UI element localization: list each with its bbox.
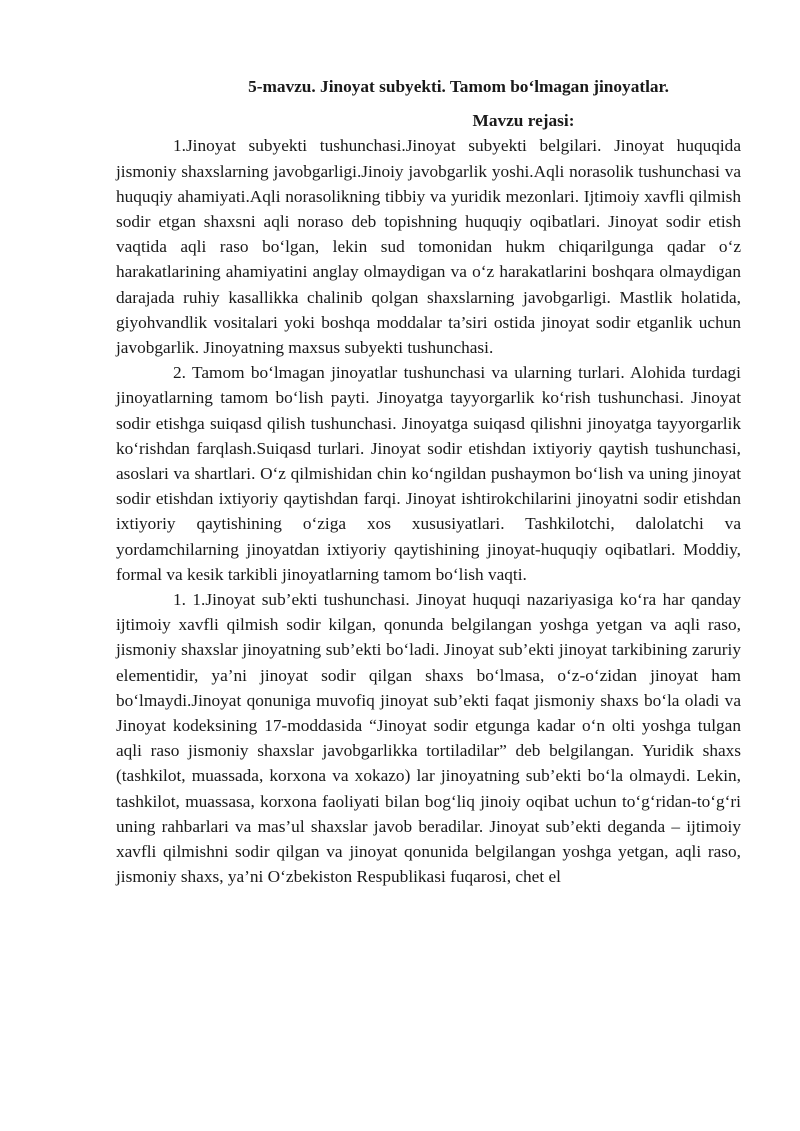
paragraph-body-1: 1. 1.Jinoyat sub’ekti tushunchasi. Jinoyat huquqi nazariyasiga ko‘ra har qanday ijtimoiy xavfli qilmish sodir kilgan, qonunda belgilangan yoshga yetgan va aqli raso, jismoniy shaxslar jinoyatning sub’ekti bo‘ladi. Jinoyat sub’ekti jinoyat tarkibining zaruriy elementidir, ya’ni jinoyat sodir qilgan shaxs bo‘lmasa, o‘z-o‘zidan jinoyat ham bo‘lmaydi.Jinoyat qonuniga muvofiq jinoyat sub’ekti faqat jismoniy shaxs bo‘la oladi va Jinoyat kodeksining 17-moddasida “Jinoyat sodir etgunga kadar o‘n olti yoshga tulgan aqli raso jismoniy shaxslar javobgarlikka tortiladilar” deb belgilangan. Yuridik shaxs (tashkilot, muassada, korxona va xokazo) lar jinoyatning sub’ekti bo‘la olmaydi. Lekin, tashkilot, muassasa, korxona faoliyati bilan bog‘liq jinoiy oqibat uchun to‘g‘ridan-to‘g‘ri uning rahbarlari va mas’ul shaxslar javob beradilar. Jinoyat sub’ekti deganda – ijtimoiy xavfli qilmishni sodir qilgan va jinoyat qonunida belgilangan yoshga yetgan, aqli raso, jismoniy shaxs, ya’ni O‘zbekiston Respublikasi fuqarosi, chet el <box>116 590 741 887</box>
plan-heading: Mavzu rejasi: <box>472 111 575 131</box>
page-title: 5-mavzu. Jinoyat subyekti. Tamom bo‘lmagan jinoyatlar. <box>248 77 669 96</box>
document-page <box>116 74 741 890</box>
paragraph-plan-1: 1.Jinoyat subyekti tushunchasi.Jinoyat subyekti belgilari. Jinoyat huquqida jismoniy shaxslarning javobgarligi.Jinoiy javobgarlik yoshi.Aqli norasolik tushunchasi va huquqiy ahamiyati.Aqli norasolikning tibbiy va yuridik mezonlari. Ijtimoiy xavfli qilmish sodir etgan shaxsni aqli noraso deb topishning huquqiy oqibatlari. Jinoyat sodir etish vaqtida aqli raso bo‘lgan, lekin sud tomonidan hukm chiqarilgunga qadar o‘z harakatlarining ahamiyatini anglay olmaydigan va o‘z harakatlarini boshqara olmaydigan darajada ruhiy kasallikka chalinib qolgan shaxslarning javobgarligi. Mastlik holatida, giyohvandlik vositalari yoki boshqa moddalar ta’siri ostida jinoyat sodir etganlik uchun javobgarlik. Jinoyatning maxsus subyekti tushunchasi. <box>116 136 741 358</box>
paragraph-plan-2: 2. Tamom bo‘lmagan jinoyatlar tushunchasi va ularning turlari. Alohida turdagi jinoyatlarning tamom bo‘lish payti. Jinoyatga tayyorgarlik ko‘rish tushunchasi. Jinoyat sodir etishga suiqasd qilish tushunchasi. Jinoyatga suiqasd qilishni jinoyatga tayyorgarlik ko‘rishdan farqlash.Suiqasd turlari. Jinoyat sodir etishdan ixtiyoriy qaytish tushunchasi, asoslari va shartlari. O‘z qilmishidan chin ko‘ngildan pushaymon bo‘lish va uning jinoyat sodir etishdan ixtiyoriy qaytishdan farqi. Jinoyat ishtirokchilarini jinoyatni sodir etishdan ixtiyoriy qaytishining o‘ziga xos xususiyatlari. Tashkilotchi, dalolatchi va yordamchilarning jinoyatdan ixtiyoriy qaytishining jinoyat-huquqiy oqibatlari. Moddiy, formal va kesik tarkibli jinoyatlarning tamom bo‘lish vaqti. <box>116 363 741 584</box>
